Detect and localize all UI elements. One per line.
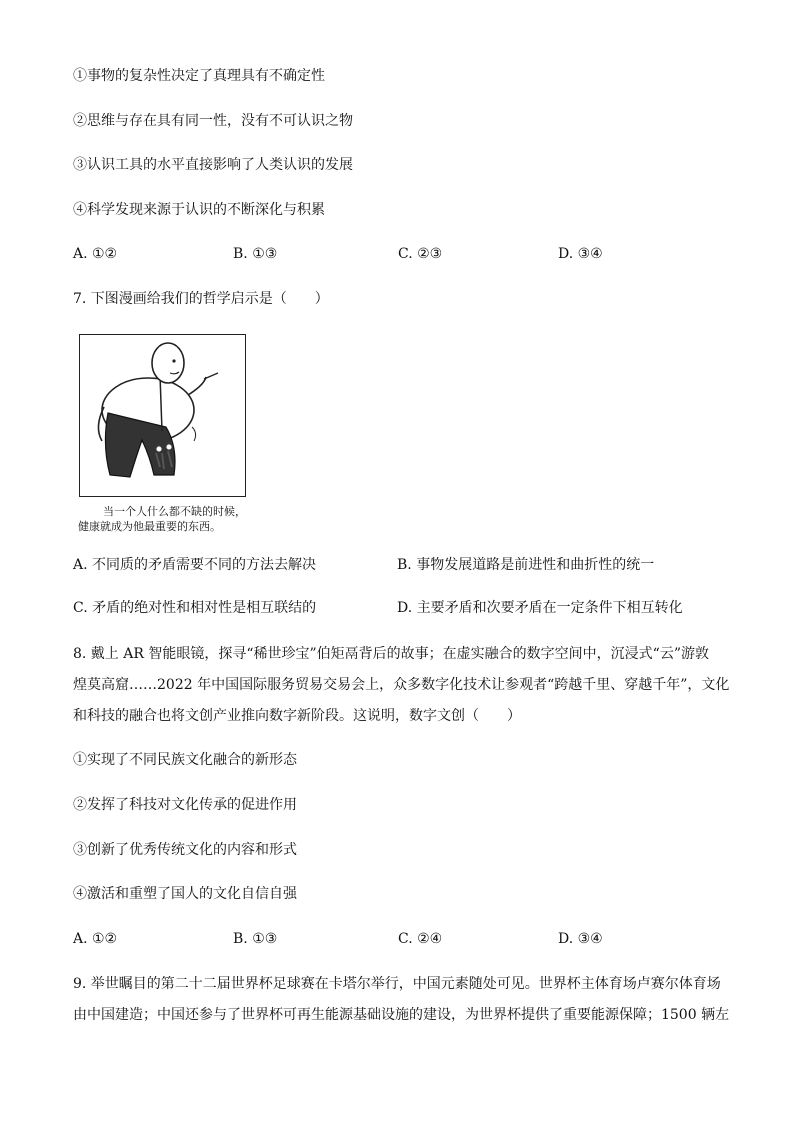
q8-stem-line-2: 煌莫高窟……2022 年中国国际服务贸易交易会上，众多数字化技术让参观者“跨越千里、穿越千年”，文化	[73, 677, 730, 693]
q6-options	[73, 244, 733, 264]
q7-option-d: D. 主要矛盾和次要矛盾在一定条件下相互转化	[397, 600, 683, 616]
q7-option-a: A. 不同质的矛盾需要不同的方法去解决	[73, 557, 317, 573]
q9-stem-line-1: 9. 举世瞩目的第二十二届世界杯足球赛在卡塔尔举行，中国元素随处可见。世界杯主体育场卢赛尔体育场	[73, 976, 721, 992]
q6-item-2: ②思维与存在具有同一性，没有不可认识之物	[73, 113, 353, 129]
q6-option-d: D. ③④	[558, 246, 603, 262]
q6-option-c: C. ②③	[398, 246, 443, 262]
q6-option-b: B. ①③	[233, 246, 278, 262]
q6-item-4: ④科学发现来源于认识的不断深化与积累	[73, 202, 325, 218]
cartoon-caption-line2: 健康就成为他最重要的东西。	[78, 520, 221, 533]
q8-item-1: ①实现了不同民族文化融合的新形态	[73, 752, 297, 768]
q6-option-a: A. ①②	[73, 246, 118, 262]
q8-options	[73, 929, 733, 949]
q7-option-c: C. 矛盾的绝对性和相对性是相互联结的	[73, 600, 317, 616]
q6-item-3: ③认识工具的水平直接影响了人类认识的发展	[73, 157, 353, 173]
q7-stem: 7. 下图漫画给我们的哲学启示是（ ）	[73, 291, 329, 307]
cartoon-illustration	[80, 335, 244, 495]
q8-option-a: A. ①②	[73, 931, 118, 947]
q8-item-2: ②发挥了科技对文化传承的促进作用	[73, 797, 297, 813]
q9-stem-line-2: 由中国建造；中国还参与了世界杯可再生能源基础设施的建设，为世界杯提供了重要能源保障；1500 辆左	[73, 1007, 730, 1023]
q7-option-b: B. 事物发展道路是前进性和曲折性的统一	[397, 557, 655, 573]
q8-option-d: D. ③④	[558, 931, 603, 947]
q8-stem-line-1: 8. 戴上 AR 智能眼镜，探寻“稀世珍宝”伯矩鬲背后的故事；在虚实融合的数字空间中，沉浸式“云”游敦	[73, 646, 709, 662]
q8-item-3: ③创新了优秀传统文化的内容和形式	[73, 842, 297, 858]
q8-stem-line-3: 和科技的融合也将文创产业推向数字新阶段。这说明，数字文创（ ）	[73, 708, 521, 724]
q8-option-c: C. ②④	[398, 931, 443, 947]
cartoon-image	[79, 334, 246, 497]
q6-item-1: ①事物的复杂性决定了真理具有不确定性	[73, 68, 325, 84]
q8-item-4: ④激活和重塑了国人的文化自信自强	[73, 886, 297, 902]
q8-option-b: B. ①③	[233, 931, 278, 947]
cartoon-caption-line1: 当一个人什么都不缺的时候，	[103, 505, 246, 518]
